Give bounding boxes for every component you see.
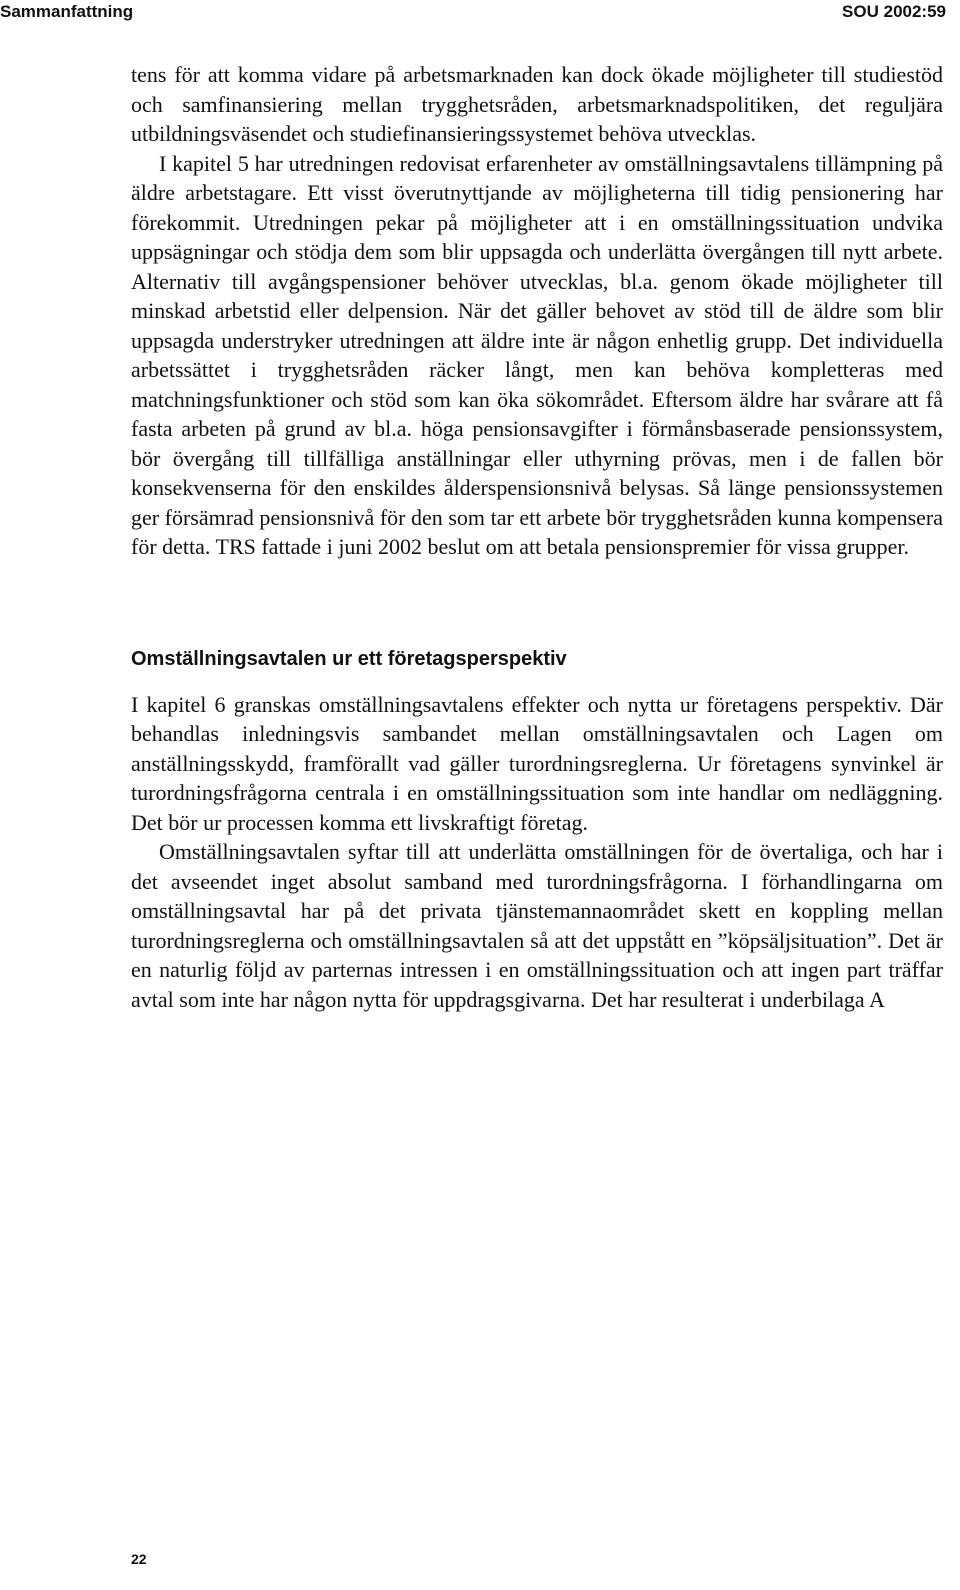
section-heading: Omställningsavtalen ur ett företagsperspektiv	[131, 647, 567, 670]
running-head	[0, 0, 960, 23]
running-head-section: Sammanfattning	[0, 2, 134, 21]
page-number: 22	[131, 1551, 147, 1567]
paragraph-company-perspective: I kapitel 6 granskas omställningsavtalens effekter och nytta ur företagens perspektiv. Där behandlas inledningsvis sambandet mellan omställningsavtalen och Lagen om anställningsskydd, framförallt vad gäller turordningsreglerna. Ur företagens synvinkel är turordningsfrågorna centrala i en omställningssituation som inte handlar om nedläggning. Det bör ur processen komma ett livskraftigt företag.	[131, 691, 943, 835]
page-body	[131, 60, 943, 1014]
running-head-document-id: SOU 2002:59	[842, 2, 946, 21]
paragraph-older-workers: I kapitel 5 har utredningen redovisat erfarenheter av omställningsavtalens tillämpning på äldre arbetstagare. Ett visst överutnyttjande av möjligheterna till tidig pensionering har förekommit. Utredningen pekar på möjligheter att i en omställningssituation undvika uppsägningar och stödja dem som blir uppsagda och underlätta övergången till nytt arbete. Alternativ till avgångspensioner behöver utvecklas, bl.a. genom ökade möjligheter till minskad arbetstid eller delpension. När det gäller behovet av stöd till de äldre som blir uppsagda understryker utredningen att äldre inte är någon enhetlig grupp. Det individuella arbetssättet i trygghetsråden räcker långt, men kan behöva kompletteras med matchningsfunktioner och stöd som kan öka sökområdet. Eftersom äldre har svårare att få fasta arbeten på grund av bl.a. höga pensionsavgifter i förmånsbaserade pensionssystem, bör övergång till tillfälliga anställningar eller uthyrning prövas, men i de fallen bör konsekvenserna för den enskildes ålderspensionsnivå belysas. Så länge pensionssystemen ger försämrad pensionsnivå för den som tar ett arbete bör trygghetsråden kunna kompensera för detta. TRS fattade i juni 2002 beslut om att betala pensionspremier för vissa grupper.	[131, 150, 943, 559]
paragraph-seniority-rules: Omställningsavtalen syftar till att underlätta omställningen för de övertaliga, och har i det avseendet inget absolut samband med turordningsfrågorna. I förhandlingarna om omställningsavtal har på det privata tjänstemannaområdet skett en koppling mellan turordningsreglerna och omställningsavtalen så att det uppstått en ”köpsäljsituation”. Det är en naturlig följd av parternas intressen i en omställningssituation och att ingen part träffar avtal som inte har någon nytta för uppdragsgivarna. Det har resulterat i underbilaga A	[131, 839, 943, 1012]
paragraph-continued: tens för att komma vidare på arbetsmarknaden kan dock ökade möjligheter till studiestöd och samfinansiering mellan trygghetsråden, arbetsmarknadspolitiken, det reguljära utbildningsväsendet och studiefinansieringssystemet behöva utvecklas.	[131, 62, 943, 146]
